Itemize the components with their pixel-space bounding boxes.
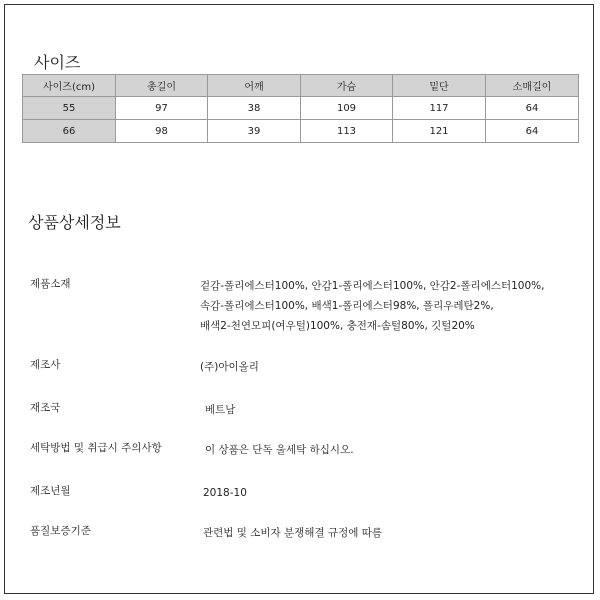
- table-cell: 38: [208, 97, 301, 120]
- header-cell-total-length: 총길이: [116, 75, 208, 97]
- info-value-line: 이 상품은 단독 울세탁 하십시오.: [205, 444, 354, 456]
- size-table-header-row: [23, 75, 579, 97]
- info-label: 품질보증기준: [30, 525, 91, 537]
- detail-section-title: 상품상세정보: [28, 213, 121, 232]
- info-label: 재조국: [30, 402, 61, 414]
- table-cell: 64: [486, 97, 579, 120]
- table-row: [23, 120, 579, 143]
- info-value-line: 관련법 및 소비자 분쟁해결 규정에 따름: [203, 527, 382, 539]
- info-value-line: (주)아이올리: [200, 361, 259, 373]
- info-label: 제조년월: [30, 485, 71, 497]
- info-label: 제품소재: [30, 278, 71, 290]
- info-value: [203, 483, 247, 503]
- info-value-line: 겉감-폴리에스터100%, 안감1-폴리에스터100%, 안감2-폴리에스터100%,: [200, 280, 545, 292]
- size-section-title: 사이즈: [34, 53, 81, 72]
- table-cell: 121: [393, 120, 486, 143]
- table-cell: 64: [486, 120, 579, 143]
- size-table: [22, 74, 579, 143]
- table-cell: 109: [301, 97, 393, 120]
- header-cell-shoulder: 어깨: [208, 75, 301, 97]
- info-value: [205, 440, 354, 460]
- table-cell: 98: [116, 120, 208, 143]
- table-row: [23, 97, 579, 120]
- row-size-label: 66: [23, 120, 116, 143]
- table-cell: 97: [116, 97, 208, 120]
- table-cell: 117: [393, 97, 486, 120]
- info-value: [205, 400, 235, 420]
- info-value-line: 속감-폴리에스터100%, 배색1-폴리에스터98%, 폴리우레탄2%,: [200, 300, 494, 312]
- row-size-label: 55: [23, 97, 116, 120]
- info-value: [203, 523, 382, 543]
- header-cell-sleeve-length: 소매길이: [486, 75, 579, 97]
- info-value-line: 배색2-천연모피(여우털)100%, 충전재-솜털80%, 깃털20%: [200, 320, 475, 332]
- header-cell-chest: 가슴: [301, 75, 393, 97]
- info-value: [200, 276, 544, 336]
- header-cell-hem: 밑단: [393, 75, 486, 97]
- header-cell-size: 사이즈(cm): [23, 75, 116, 97]
- table-cell: 113: [301, 120, 393, 143]
- table-cell: 39: [208, 120, 301, 143]
- info-value-line: 베트남: [205, 404, 236, 416]
- info-label: 세탁방법 및 취급시 주의사항: [30, 442, 162, 454]
- info-label: 제조사: [30, 359, 61, 371]
- info-value: [200, 357, 259, 377]
- info-value-line: 2018-10: [203, 487, 247, 499]
